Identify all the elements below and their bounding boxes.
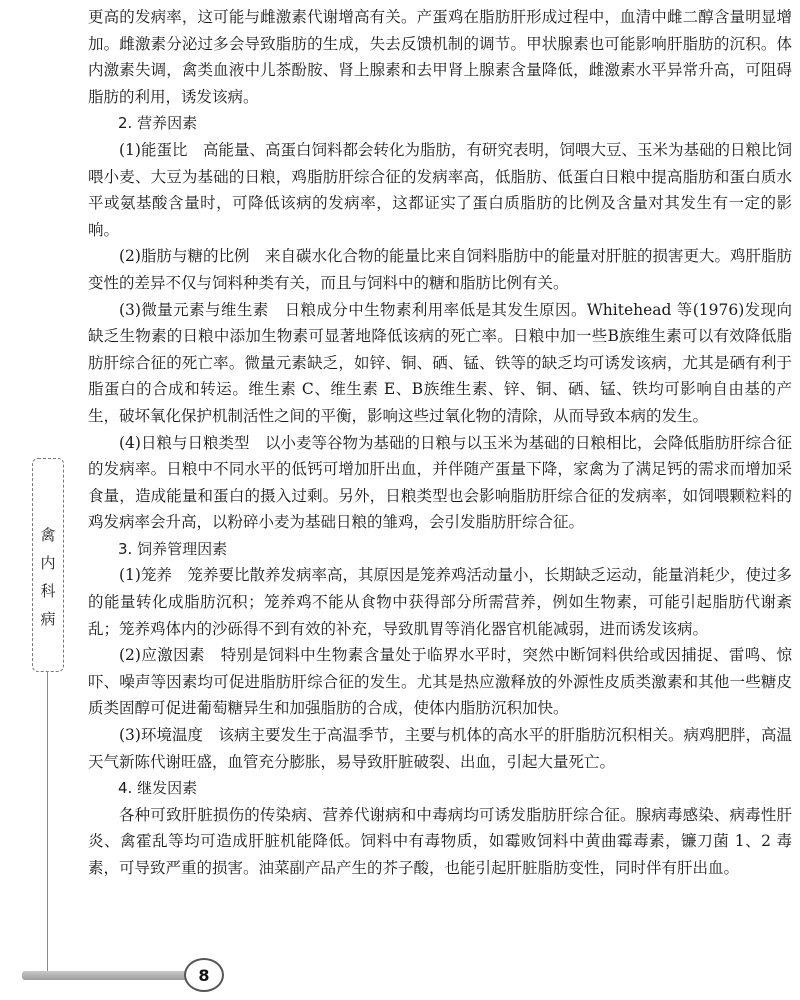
paragraph-body: 以小麦等谷物为基础的日粮与以玉米为基础的日粮相比，会降低脂肪肝综合征的发病率。日粮中不同水平的低钙可增加肝出血，并伴随产蛋量下降，家禽为了满足钙的需求而增加采食量，造成能量和蛋白的摄入过剩。另外，日粮类型也会影响脂肪肝综合征的发病率，如饲喂颗粒料的鸡发病率会升高，以粉碎小麦为基础日粮的雏鸡，会引发脂肪肝综合征。 <box>88 433 792 532</box>
term-label: (2)应激因素 <box>119 646 205 665</box>
term-label: (1)笼养 <box>119 566 172 585</box>
side-tab-char: 内 <box>40 554 56 572</box>
term-label: (1)能蛋比 <box>119 140 188 159</box>
paragraph-trace-elements <box>88 297 792 430</box>
side-tab-char: 禽 <box>40 526 56 544</box>
side-tab-label <box>33 521 63 633</box>
term-label: (2)脂肪与糖的比例 <box>119 247 250 266</box>
paragraph-stress <box>88 642 792 722</box>
paragraph-body: 笼养要比散养发病率高，其原因是笼养鸡活动量小，长期缺乏运动，能量消耗少，使过多的能量转化成脂肪沉积；笼养鸡不能从食物中获得部分所需营养，例如生物素，可能引起脂肪代谢紊乱；笼养鸡体内的沙砾得不到有效的补充，导致肌胃等消化器官机能减弱，进而诱发该病。 <box>88 566 792 638</box>
paragraph-body: 高能量、高蛋白饲料都会转化为脂肪，有研究表明，饲喂大豆、玉米为基础的日粮比饲喂小麦、大豆为基础的日粮，鸡脂肪肝综合征的发病率高，低脂肪、低蛋白日粮中提高脂肪和蛋白质水平或氨基酸含量时，可降低该病的发病率，这都证实了蛋白质脂肪的比例及含量对其发生有一定的影响。 <box>88 140 792 239</box>
heading-secondary: 4. 继发因素 <box>118 779 198 798</box>
paragraph-body: 来自碳水化合物的能量比来自饲料脂肪中的能量对肝脏的损害更大。鸡肝脂肪变性的差异不仅与饲料种类有关，而且与饲料中的糖和脂肪比例有关。 <box>88 247 792 292</box>
paragraph-body: 该病主要发生于高温季节，主要与机体的高水平的肝脂肪沉积相关。病鸡肥胖，高温天气新陈代谢旺盛，血管充分膨胀，易导致肝脏破裂、出血，引起大量死亡。 <box>88 726 792 771</box>
term-label: (3)微量元素与维生素 <box>119 300 269 319</box>
footer-bar <box>22 971 194 980</box>
paragraph-temperature <box>88 722 792 775</box>
term-label: (4)日粮与日粮类型 <box>119 433 250 452</box>
paragraph-fat-sugar <box>88 243 792 296</box>
side-tab-char: 科 <box>40 582 56 600</box>
term-label: (3)环境温度 <box>119 726 203 745</box>
page-number: 8 <box>184 958 224 992</box>
heading-management: 3. 饲养管理因素 <box>118 539 228 558</box>
side-tab <box>32 458 64 672</box>
paragraph-energy-protein <box>88 137 792 243</box>
paragraph-secondary: 各种可致肝脏损伤的传染病、营养代谢病和中毒病均可诱发脂肪肝综合征。腺病毒感染、病毒性肝炎、禽霍乱等均可造成肝脏机能降低。饲料中有毒物质，如霉败饲料中黄曲霉毒素，镰刀菌 1、2 毒素，可导致严重的损害。油菜副产品产生的芥子酸，也能引起肝脏脂肪变性，同时伴有肝出血。 <box>88 805 792 877</box>
side-tab-char: 病 <box>40 610 56 628</box>
paragraph-hormone: 更高的发病率，这可能与雌激素代谢增高有关。产蛋鸡在脂肪肝形成过程中，血清中雌二醇含量明显增加。雌激素分泌过多会导致脂肪的生成，失去反馈机制的调节。甲状腺素也可能影响肝脂肪的沉积。体内激素失调，禽类血液中儿茶酚胺、肾上腺素和去甲肾上腺素含量降低，雌激素水平异常升高，可阻碍脂肪的利用，诱发该病。 <box>88 8 792 106</box>
main-text <box>88 4 792 882</box>
paragraph-body: 日粮成分中生物素利用率低是其发生原因。Whitehead 等(1976)发现向缺乏生物素的日粮中添加生物素可显著地降低该病的死亡率。日粮中加一些B族维生素可以有效降低脂肪肝综合征的死亡率。微量元素缺乏，如锌、铜、硒、锰、铁等的缺乏均可诱发该病，尤其是硒有利于脂蛋白的合成和转运。维生素 C、维生素 E、B族维生素、锌、铜、硒、锰、铁均可影响自由基的产生，破坏氧化保护机制活性之间的平衡，影响这些过氧化物的清除，从而导致本病的发生。 <box>88 300 792 425</box>
side-rule <box>47 671 48 976</box>
paragraph-body: 特别是饲料中生物素含量处于临界水平时，突然中断饲料供给或因捕捉、雷鸣、惊吓、噪声等因素均可促进脂肪肝综合征的发生。尤其是热应激释放的外源性皮质类激素和其他一些糖皮质类固醇可促进葡萄糖异生和加强脂肪的合成，使体内脂肪沉积加快。 <box>88 646 792 718</box>
paragraph-cage <box>88 562 792 642</box>
paragraph-diet-type <box>88 430 792 536</box>
heading-nutrition: 2. 营养因素 <box>118 114 198 133</box>
